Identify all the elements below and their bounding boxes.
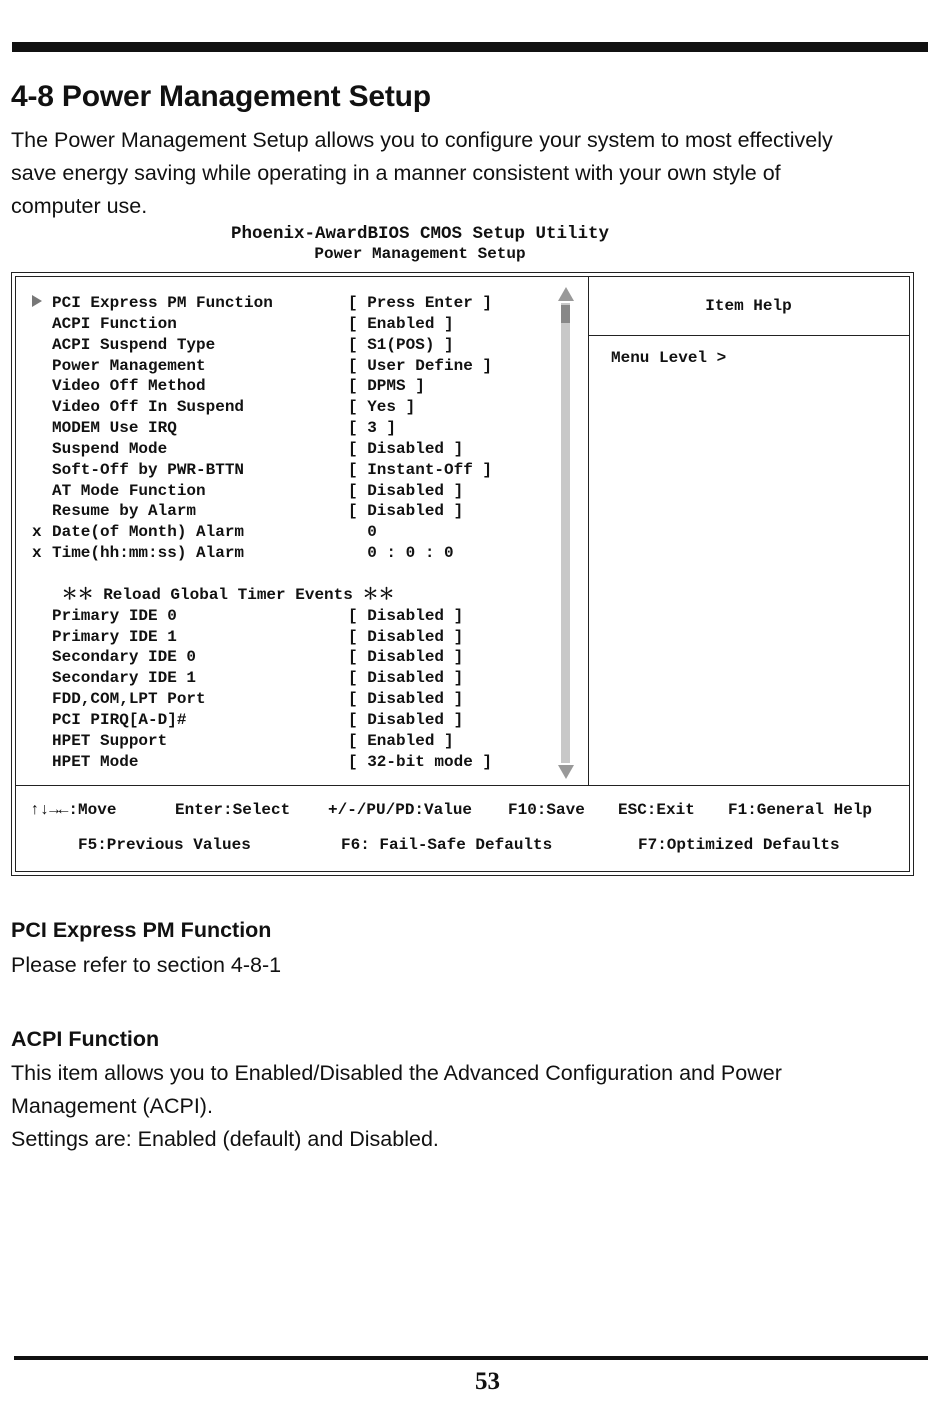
- setting-label: Secondary IDE 0: [52, 648, 197, 667]
- setting-value[interactable]: [ Instant-Off ]: [348, 460, 493, 479]
- scrollbar[interactable]: [558, 287, 573, 779]
- setting-value[interactable]: [ Enabled ]: [348, 314, 454, 333]
- bios-section-header: [16, 585, 576, 606]
- setting-label: Date(of Month) Alarm: [52, 523, 245, 542]
- nav-previous-values-key: F5:Previous Values: [78, 836, 251, 854]
- setting-value[interactable]: [ Disabled ]: [348, 710, 464, 729]
- setting-value[interactable]: [ Disabled ]: [348, 439, 464, 458]
- setting-value[interactable]: [ User Define ]: [348, 356, 493, 375]
- setting-label: Primary IDE 1: [52, 627, 177, 646]
- setting-value[interactable]: [ Enabled ]: [348, 731, 454, 750]
- top-rule: [12, 42, 928, 52]
- scroll-down-arrow-icon[interactable]: [558, 765, 574, 779]
- scroll-thumb[interactable]: [561, 305, 570, 323]
- setting-label: Video Off Method: [52, 377, 206, 396]
- setting-label: Soft-Off by PWR-BTTN: [52, 460, 245, 479]
- setting-value[interactable]: 0 : 0 : 0: [348, 544, 454, 563]
- setting-value[interactable]: [ Disabled ]: [348, 627, 464, 646]
- help-panel-divider: [588, 277, 589, 785]
- intro-line: computer use.: [11, 194, 148, 218]
- setting-label: PCI PIRQ[A-D]#: [52, 710, 187, 729]
- bios-setting-row[interactable]: [16, 668, 576, 689]
- intro-line: save energy saving while operating in a manner consistent with your own style of: [11, 161, 781, 185]
- bios-inner-frame: [15, 276, 910, 872]
- setting-value[interactable]: [ Yes ]: [348, 398, 416, 417]
- footer-divider: [16, 785, 909, 786]
- bios-setting-row[interactable]: [16, 356, 576, 377]
- setting-label: Resume by Alarm: [52, 502, 197, 521]
- nav-legend-row-2: [78, 836, 840, 926]
- bios-setting-row[interactable]: [16, 543, 576, 564]
- bios-setting-row[interactable]: [16, 335, 576, 356]
- setting-label: Suspend Mode: [52, 439, 168, 458]
- setting-value[interactable]: [ Disabled ]: [348, 669, 464, 688]
- setting-label: AT Mode Function: [52, 481, 206, 500]
- acpi-text-line: Management (ACPI).: [11, 1094, 213, 1118]
- help-menu-level: Menu Level >: [611, 349, 727, 367]
- bios-setting-row[interactable]: [16, 522, 576, 543]
- setting-label: Secondary IDE 1: [52, 669, 197, 688]
- bios-setting-row[interactable]: [16, 731, 576, 752]
- setting-label: MODEM Use IRQ: [52, 419, 177, 438]
- setting-label: PCI Express PM Function: [52, 294, 273, 312]
- bios-setting-row[interactable]: [16, 314, 576, 335]
- bios-utility-title: Phoenix-AwardBIOS CMOS Setup Utility: [230, 224, 610, 244]
- bios-item-list: [16, 293, 576, 772]
- section-heading: 4-8 Power Management Setup: [11, 80, 431, 113]
- setting-value[interactable]: [ Press Enter ]: [348, 294, 493, 312]
- bios-blank-row: [16, 564, 576, 585]
- page-number: 53: [475, 1368, 500, 1395]
- bios-setting-row[interactable]: [16, 439, 576, 460]
- acpi-section-text: [11, 1057, 911, 1156]
- help-title-divider: [588, 335, 909, 336]
- disabled-item-marker: x: [32, 523, 42, 542]
- bios-setting-row[interactable]: [16, 460, 576, 481]
- setting-value[interactable]: [ Disabled ]: [348, 648, 464, 667]
- bios-setting-row[interactable]: [16, 689, 576, 710]
- nav-value-key: +/-/PU/PD:Value: [328, 801, 473, 819]
- nav-optimized-key: F7:Optimized Defaults: [638, 836, 840, 854]
- setting-value[interactable]: [ DPMS ]: [348, 377, 425, 396]
- nav-fail-safe-key: F6: Fail-Safe Defaults: [341, 836, 553, 854]
- setting-value[interactable]: [ Disabled ]: [348, 606, 464, 625]
- setting-value[interactable]: [ S1(POS) ]: [348, 335, 454, 354]
- bottom-rule: [14, 1356, 928, 1360]
- bios-screen: [11, 272, 914, 876]
- nav-save-key: F10:Save: [508, 801, 585, 819]
- bios-setting-row[interactable]: [16, 418, 576, 439]
- setting-label: Power Management: [52, 356, 206, 375]
- intro-paragraph: [11, 124, 911, 223]
- setting-value[interactable]: [ Disabled ]: [348, 481, 464, 500]
- setting-label: Video Off In Suspend: [52, 398, 245, 417]
- nav-enter-key: Enter:Select: [175, 801, 291, 819]
- disabled-item-marker: x: [32, 544, 42, 563]
- setting-label: Primary IDE 0: [52, 606, 177, 625]
- section-header-label: ＊＊ Reload Global Timer Events ＊＊: [52, 585, 395, 604]
- setting-label: ACPI Suspend Type: [52, 335, 216, 354]
- bios-setting-row[interactable]: [16, 376, 576, 397]
- bios-setting-row[interactable]: [16, 710, 576, 731]
- setting-label: Time(hh:mm:ss) Alarm: [52, 544, 245, 563]
- bios-setting-row[interactable]: [16, 647, 576, 668]
- acpi-text-line: This item allows you to Enabled/Disabled the Advanced Configuration and Power: [11, 1061, 782, 1085]
- setting-label: HPET Mode: [52, 752, 139, 771]
- bios-setting-row[interactable]: [16, 481, 576, 502]
- pci-section-heading: PCI Express PM Function: [11, 918, 272, 942]
- bios-setting-row[interactable]: [16, 293, 576, 314]
- bios-setting-row[interactable]: [16, 752, 576, 773]
- setting-value[interactable]: 0: [348, 523, 377, 542]
- setting-value[interactable]: [ 3 ]: [348, 419, 397, 438]
- nav-help-key: F1:General Help: [728, 801, 873, 819]
- scroll-track[interactable]: [561, 303, 570, 763]
- acpi-section-heading: ACPI Function: [11, 1027, 160, 1051]
- submenu-arrow-icon: [32, 293, 48, 314]
- scroll-up-arrow-icon[interactable]: [558, 287, 574, 301]
- nav-move-key: ↑↓→←:Move: [30, 801, 117, 819]
- setting-label: FDD,COM,LPT Port: [52, 690, 206, 709]
- setting-value[interactable]: [ Disabled ]: [348, 502, 464, 521]
- item-help-title: Item Help: [705, 297, 792, 315]
- setting-value[interactable]: [ 32-bit mode ]: [348, 752, 493, 771]
- bios-setting-row[interactable]: [16, 501, 576, 522]
- bios-screen-title: Power Management Setup: [314, 245, 526, 263]
- bios-setting-row[interactable]: [16, 397, 576, 418]
- acpi-text-line: Settings are: Enabled (default) and Disabled.: [11, 1127, 439, 1151]
- setting-label: ACPI Function: [52, 314, 177, 333]
- setting-label: HPET Support: [52, 731, 168, 750]
- bios-setting-row[interactable]: [16, 606, 576, 627]
- nav-exit-key: ESC:Exit: [618, 801, 695, 819]
- pci-section-text: Please refer to section 4-8-1: [11, 953, 282, 977]
- setting-value[interactable]: [ Disabled ]: [348, 690, 464, 709]
- bios-setting-row[interactable]: [16, 627, 576, 648]
- intro-line: The Power Management Setup allows you to configure your system to most effectively: [11, 128, 833, 152]
